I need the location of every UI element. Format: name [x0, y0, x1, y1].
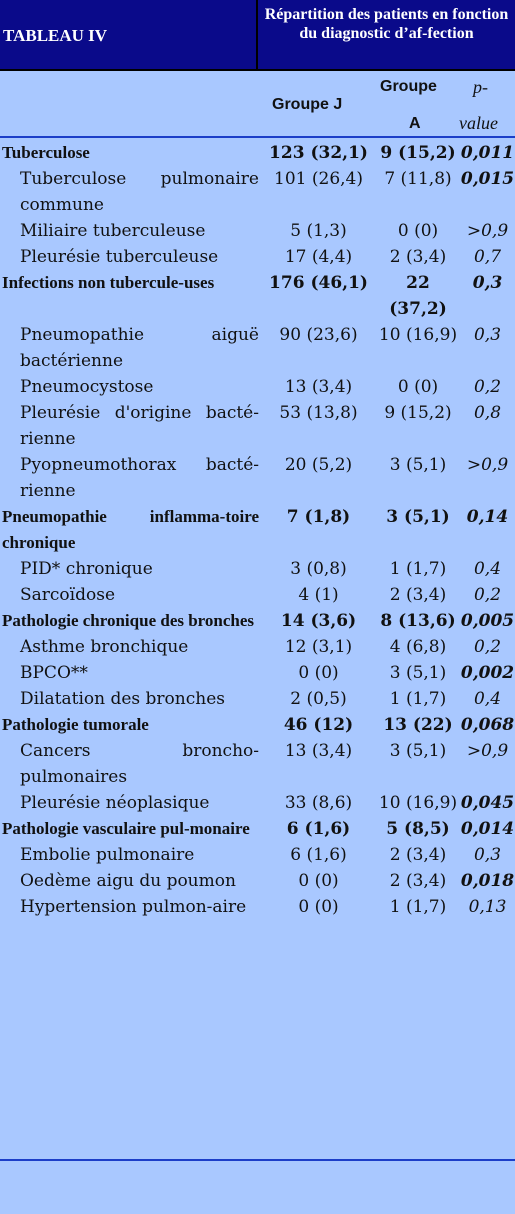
groupe-a-value: 1 (1,7) [389, 689, 447, 709]
groupe-j-value: 123 (32,1) [269, 143, 368, 163]
groupe-a-value: 10 (16,9) [378, 325, 458, 345]
groupe-j-value: 4 (1) [298, 585, 339, 605]
column-header-groupe-a-line1: Groupe [380, 78, 437, 95]
groupe-a-value: 22 (37,2) [389, 273, 447, 319]
groupe-j-value: 12 (3,1) [284, 637, 353, 657]
groupe-a-value: 2 (3,4) [389, 585, 447, 605]
row-label: Hypertension pulmon-aire [20, 897, 247, 917]
groupe-a-value: 3 (5,1) [389, 455, 447, 475]
p-value: 0,2 [473, 637, 502, 657]
category-row [0, 712, 515, 738]
category-row [0, 816, 515, 842]
groupe-a-value: 8 (13,6) [380, 611, 456, 631]
row-label: PID* chronique [20, 559, 153, 579]
p-value: 0,005 [460, 611, 515, 631]
p-value: 0,2 [473, 585, 502, 605]
column-header-pvalue-line2: value [459, 113, 498, 133]
table-row [0, 686, 515, 712]
groupe-j-value: 13 (3,4) [284, 377, 353, 397]
groupe-j-value: 2 (0,5) [290, 689, 347, 709]
table-title: TABLEAU IV [3, 26, 108, 45]
table-row [0, 790, 515, 816]
category-row [0, 608, 515, 634]
groupe-j-value: 33 (8,6) [284, 793, 353, 813]
p-value: >0,9 [466, 455, 509, 475]
p-value: 0,13 [468, 897, 507, 917]
row-label: Pneumopathie aiguë bactérienne [20, 325, 259, 371]
column-header-groupe-j: Groupe J [272, 96, 343, 113]
column-header-pvalue-line1: p- [473, 77, 488, 97]
p-value: 0,3 [472, 273, 503, 293]
row-label: Pathologie vasculaire pul-monaire [2, 819, 250, 838]
table-row [0, 660, 515, 686]
p-value: 0,011 [460, 143, 515, 163]
groupe-j-value: 13 (3,4) [284, 741, 353, 761]
row-label: Pathologie chronique des bronches [2, 611, 255, 630]
table-row [0, 400, 515, 452]
table-row [0, 634, 515, 660]
table-header-bar [0, 0, 515, 71]
row-label: Sarcoïdose [20, 585, 116, 605]
groupe-j-value: 0 (0) [298, 897, 339, 917]
category-row [0, 140, 515, 166]
groupe-j-value: 101 (26,4) [274, 169, 363, 189]
groupe-a-value: 1 (1,7) [389, 559, 447, 579]
groupe-j-value: 53 (13,8) [279, 403, 358, 423]
data-table [0, 140, 515, 920]
table-row [0, 452, 515, 504]
table-description: Répartition des patients en fonction du diagnostic d’af-fection [264, 6, 509, 42]
groupe-a-value: 5 (8,5) [386, 819, 450, 839]
groupe-a-value: 0 (0) [397, 377, 439, 397]
p-value: 0,7 [473, 247, 502, 267]
bottom-rule [0, 1159, 515, 1161]
groupe-a-value: 9 (15,2) [384, 403, 452, 423]
groupe-j-value: 3 (0,8) [290, 559, 347, 579]
groupe-j-value: 7 (1,8) [286, 507, 351, 527]
groupe-j-value: 5 (1,3) [290, 221, 347, 241]
groupe-j-value: 0 (0) [298, 871, 339, 891]
row-label: Embolie pulmonaire [20, 845, 195, 865]
groupe-a-value: 4 (6,8) [389, 637, 447, 657]
p-value: 0,8 [473, 403, 502, 423]
row-label: Pleurésie d'origine bacté-rienne [20, 403, 259, 449]
header-rule [0, 136, 515, 138]
groupe-a-value: 0 (0) [397, 221, 439, 241]
table-row [0, 894, 515, 920]
category-row [0, 270, 515, 322]
groupe-a-value: 13 (22) [383, 715, 453, 735]
table-row [0, 374, 515, 400]
table-row [0, 582, 515, 608]
groupe-j-value: 46 (12) [283, 715, 354, 735]
row-label: Tuberculose pulmonaire commune [20, 169, 259, 215]
p-value: 0,002 [460, 663, 515, 683]
groupe-a-value: 10 (16,9) [378, 793, 458, 813]
groupe-j-value: 20 (5,2) [284, 455, 353, 475]
p-value: 0,3 [473, 325, 502, 345]
table-row [0, 738, 515, 790]
row-label: Pneumopathie inflamma-toire chronique [2, 507, 259, 552]
p-value: 0,14 [466, 507, 509, 527]
groupe-a-value: 3 (5,1) [386, 507, 450, 527]
table-row [0, 322, 515, 374]
row-label: BPCO** [20, 663, 88, 683]
table-row [0, 166, 515, 218]
groupe-a-value: 9 (15,2) [380, 143, 456, 163]
row-label: Oedème aigu du poumon [20, 871, 236, 891]
groupe-j-value: 0 (0) [298, 663, 339, 683]
groupe-j-value: 6 (1,6) [286, 819, 351, 839]
table-row [0, 842, 515, 868]
table-row [0, 556, 515, 582]
groupe-j-value: 17 (4,4) [284, 247, 353, 267]
row-label: Miliaire tuberculeuse [20, 221, 206, 241]
row-label: Pneumocystose [20, 377, 154, 397]
p-value: 0,4 [473, 689, 502, 709]
p-value: 0,018 [460, 871, 515, 891]
row-label: Dilatation des bronches [20, 689, 225, 709]
row-label: Pyopneumothorax bacté-rienne [20, 455, 259, 501]
p-value: 0,4 [473, 559, 502, 579]
table-row [0, 244, 515, 270]
groupe-a-value: 2 (3,4) [389, 247, 447, 267]
groupe-j-value: 90 (23,6) [279, 325, 358, 345]
row-label: Tuberculose [2, 143, 90, 162]
groupe-j-value: 176 (46,1) [269, 273, 368, 293]
groupe-a-value: 3 (5,1) [389, 741, 447, 761]
row-label: Pleurésie néoplasique [20, 793, 210, 813]
p-value: 0,045 [460, 793, 515, 813]
column-header-groupe-a-line2: A [409, 115, 421, 132]
row-label: Asthme bronchique [20, 637, 189, 657]
p-value: 0,015 [460, 169, 515, 189]
groupe-a-value: 2 (3,4) [389, 871, 447, 891]
p-value: 0,2 [473, 377, 502, 397]
groupe-a-value: 1 (1,7) [389, 897, 447, 917]
p-value: 0,068 [460, 715, 515, 735]
groupe-j-value: 6 (1,6) [290, 845, 347, 865]
p-value: >0,9 [466, 741, 509, 761]
groupe-j-value: 14 (3,6) [280, 611, 357, 631]
table-row [0, 868, 515, 894]
groupe-a-value: 7 (11,8) [384, 169, 452, 189]
category-row [0, 504, 515, 556]
groupe-a-value: 2 (3,4) [389, 845, 447, 865]
row-label: Infections non tubercule-uses [2, 273, 215, 292]
p-value: 0,3 [473, 845, 502, 865]
groupe-a-value: 3 (5,1) [389, 663, 447, 683]
p-value: 0,014 [460, 819, 515, 839]
row-label: Cancers broncho-pulmonaires [20, 741, 259, 787]
row-label: Pathologie tumorale [2, 715, 149, 734]
p-value: >0,9 [466, 221, 509, 241]
table-row [0, 218, 515, 244]
row-label: Pleurésie tuberculeuse [20, 247, 219, 267]
